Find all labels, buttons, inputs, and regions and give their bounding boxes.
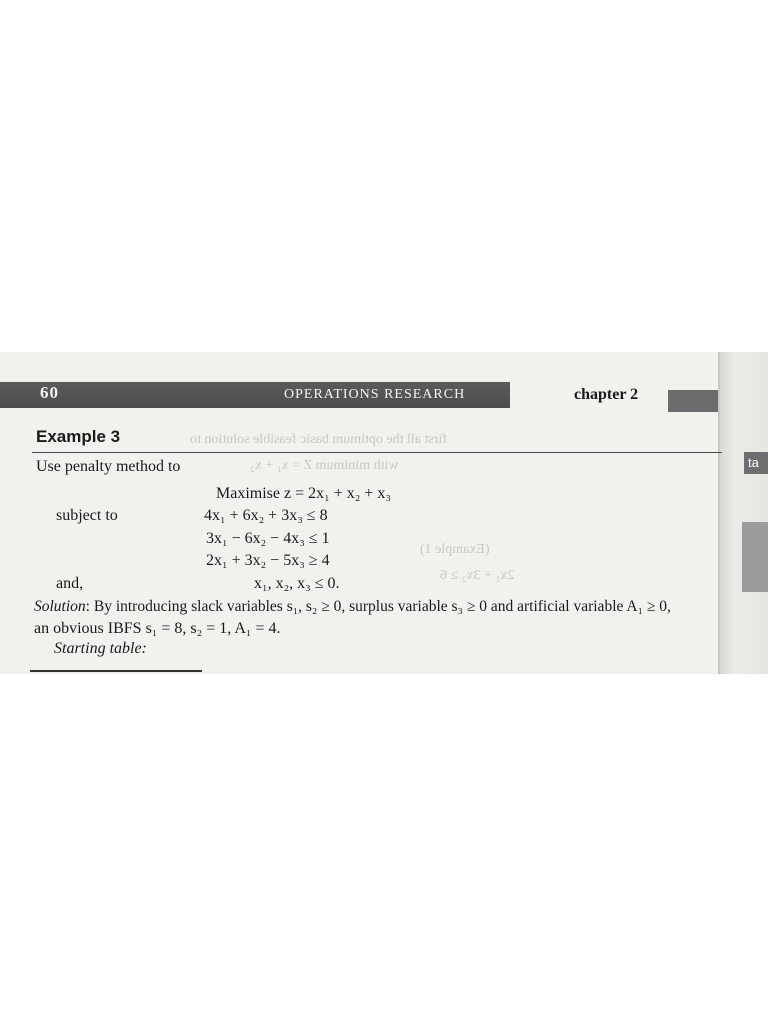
solution-text: : By introducing slack variables s₁, s₂ ≥ 0, surplus variable s₃ ≥ 0 and artificial variable A₁ ≥ 0, [85,598,671,615]
example-title: Example 3 [36,427,121,446]
nonnegativity-constraint: x₁, x₂, x₃ ≤ 0. [254,575,340,592]
constraint-1: 4x₁ + 6x₂ + 3x₃ ≤ 8 [204,507,328,524]
starting-table-label: Starting table: [54,640,147,657]
chapter-bar [668,390,720,412]
table-top-rule [30,670,202,672]
constraint-2: 3x₁ − 6x₂ − 4x₃ ≤ 1 [206,530,330,547]
objective-function: Maximise z = 2x₁ + x₂ + x₃ [216,485,391,502]
show-through-text: 2x₁ + 3x₂ ≥ 6 [440,568,515,583]
intro-text: Use penalty method to [36,458,181,475]
show-through-text: first all the optimum basic feasible solution to [190,432,448,447]
solution-label: Solution [34,598,86,615]
edge-block [742,522,768,592]
show-through-text: with minimum Z = x₁ + x₂ [250,458,399,473]
constraint-3: 2x₁ + 3x₂ − 5x₃ ≥ 4 [206,552,330,569]
side-tab: ta [744,452,768,474]
solution-line-2: an obvious IBFS s₁ = 8, s₂ = 1, A₁ = 4. [34,620,281,637]
show-through-text: (Example 1) [420,542,490,557]
and-label: and, [56,575,84,592]
next-page-edge [718,352,768,674]
subject-to-label: subject to [56,507,118,524]
running-head: OPERATIONS RESEARCH [284,387,466,402]
book-page-photo [0,352,768,674]
solution-line-1 [34,598,671,616]
page-number: 60 [40,383,59,402]
title-rule [32,452,722,453]
chapter-label: chapter 2 [574,386,639,403]
